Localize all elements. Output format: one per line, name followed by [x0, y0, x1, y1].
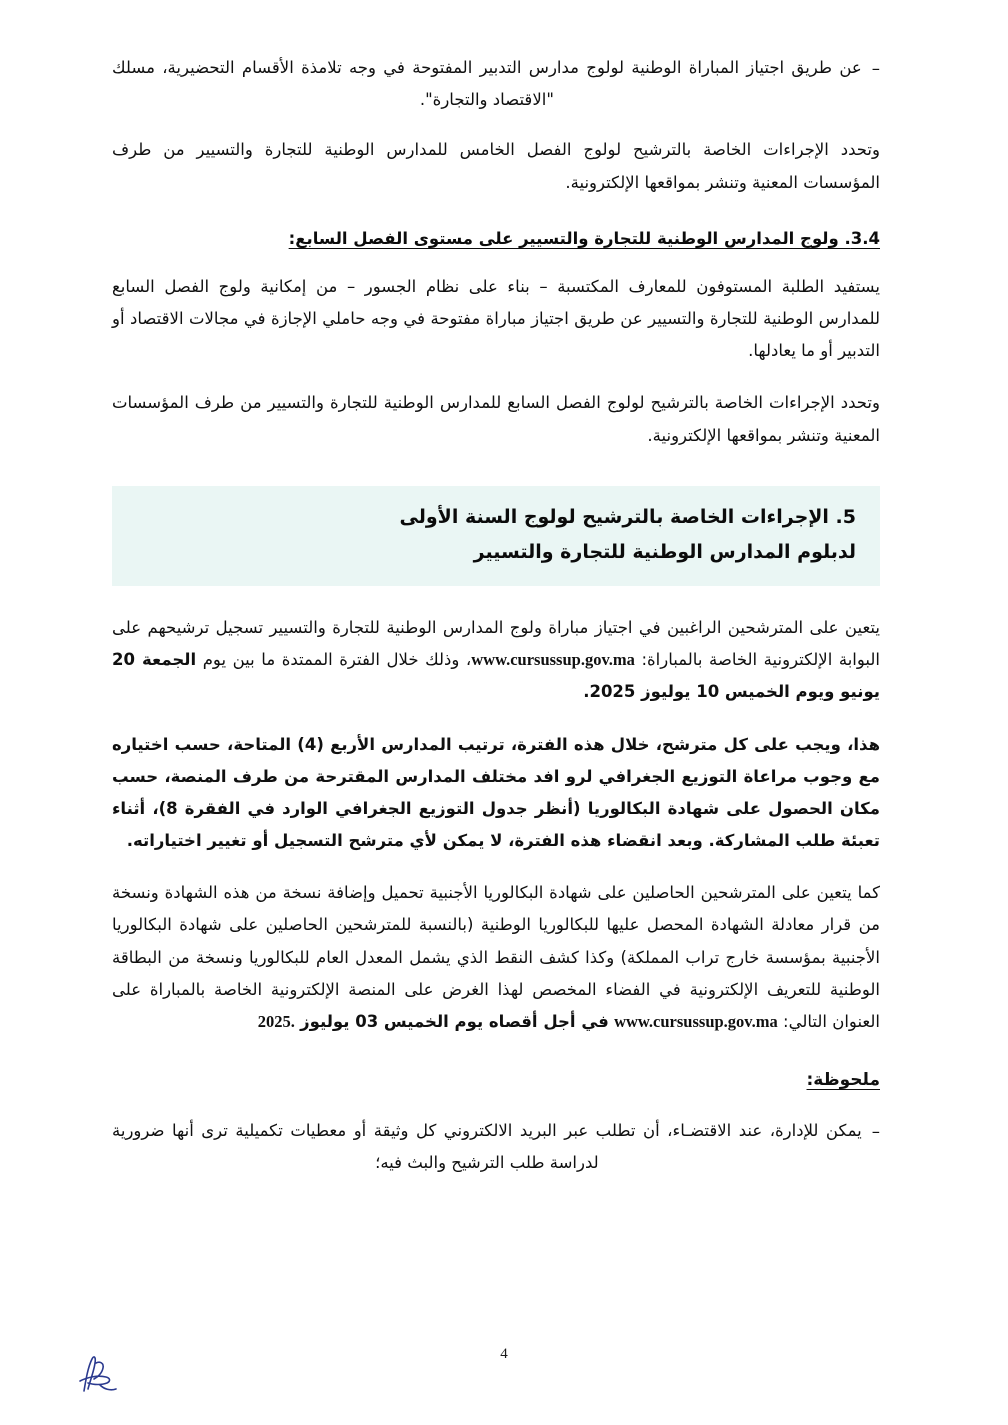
paragraph-5: هذا، ويجب على كل مترشح، خلال هذه الفترة، ترتيب المدارس الأربع (4) المتاحة، حسب اختياره مع وجوب مراعاة التوزيع الجغرافي لرو افد مختلف المدارس المقترحة من طرف المنصة، حسب مكان الحصول على شهادة البكالوريا (أنظر جدول التوزيع الجغرافي الوارد في الفقرة 8)، أثناء تعبئة طلب المشاركة. وبعد انقضاء هذه الفترة، لا يمكن لأي مترشح التسجيل أو تغيير اختياراته. — [112, 734, 881, 851]
dash-bullet-icon: – — [871, 59, 880, 78]
list-item-text: عن طريق اجتياز المباراة الوطنية لولوج مدارس التدبير المفتوحة في وجه تلامذة الأقسام التحضيرية، مسلك "الاقتصاد والتجارة". — [112, 58, 862, 110]
paragraph-1: وتحدد الإجراءات الخاصة بالترشيح لولوج الفصل الخامس للمدارس الوطنية للتجارة والتسيير من طرف المؤسسات المعنية وتنشر بمواقعها الإلكترونية. — [112, 140, 880, 192]
portal-url-2: www.cursussup.gov.ma — [614, 1011, 778, 1031]
dash-bullet-icon: – — [871, 1122, 880, 1142]
signature-mark — [70, 1351, 130, 1397]
banner-line-1: 5. الإجراءات الخاصة بالترشيح لولوج السنة الأولى — [399, 505, 856, 528]
list-item-text: يمكن للإدارة، عند الاقتضـاء، أن تطلب عبر البريد الالكتروني كل وثيقة أو معطيات تكميلية ترى أنها ضرورية لدراسة طلب الترشيح والبث فيه؛ — [112, 1121, 862, 1173]
document-body — [112, 52, 880, 1198]
paragraph-3: وتحدد الإجراءات الخاصة بالترشيح لولوج الفصل السابع للمدارس الوطنية للتجارة والتسيير من طرف المؤسسات المعنية وتنشر بمواقعها الإلكترونية. — [112, 393, 880, 445]
list-item — [112, 52, 880, 116]
note-heading: ملحوظة: — [806, 1070, 880, 1091]
paragraph-4 — [112, 612, 880, 709]
paragraph-2: يستفيد الطلبة المستوفون للمعارف المكتسبة – بناء على نظام الجسور – من إمكانية ولوج الفصل السابع للمدارس الوطنية للتجارة والتسيير عن طريق اجتياز مباراة مفتوحة في وجه حاملي الإجازة في مجالات الاقتصاد أو التدبير أو ما يعادلها. — [112, 276, 880, 361]
deadline-text: في أجل أقصاه يوم الخميس 03 يوليوز — [300, 1011, 609, 1031]
deadline-year: 2025. — [257, 1011, 295, 1031]
paragraph-4-text-2: ، وذلك خلال الفترة الممتدة ما بين يوم — [202, 650, 472, 670]
paragraph-6 — [112, 877, 880, 1038]
paragraph-6-text-1: كما يتعين على المترشحين الحاصلين على شهادة البكالوريا الأجنبية تحميل وإضافة نسخة من هذه الشهادة ونسخة من قرار معادلة الشهادة المحصل عليها للبكالوريا الوطنية (بالنسبة للمترشحين الحاصلين على شهادة البكالوريا الأجنبية بمؤسسة خارج تراب المملكة) وكذا كشف النقط الذي يشمل المعدل العام للبكالوريا ونسخة من البطاقة الوطنية للتعريف الإلكترونية في الفضاء المخصص لهذا الغرض على المنصة الإلكترونية الخاصة بالمباراة على العنوان التالي: — [112, 883, 880, 1031]
list-item — [112, 1115, 880, 1179]
banner-line-2: لدبلوم المدارس الوطنية للتجارة والتسيير — [473, 540, 856, 563]
section-heading-3-4: 3.4. ولوج المدارس الوطنية للتجارة والتسيير على مستوى الفصل السابع: — [288, 228, 880, 248]
registration-dates: الجمعة 20 يونيو ويوم الخميس 10 يوليوز 2025. — [112, 650, 880, 702]
section-banner-5 — [112, 486, 880, 586]
page-number: 4 — [500, 1346, 508, 1362]
portal-url-1: www.cursussup.gov.ma — [471, 650, 635, 670]
paragraph-4-text-1: يتعين على المترشحين الراغبين في اجتياز مباراة ولوج المدارس الوطنية للتجارة والتسيير تسجيل ترشيحهم على البوابة الإلكترونية الخاصة بالمباراة: — [112, 618, 880, 670]
